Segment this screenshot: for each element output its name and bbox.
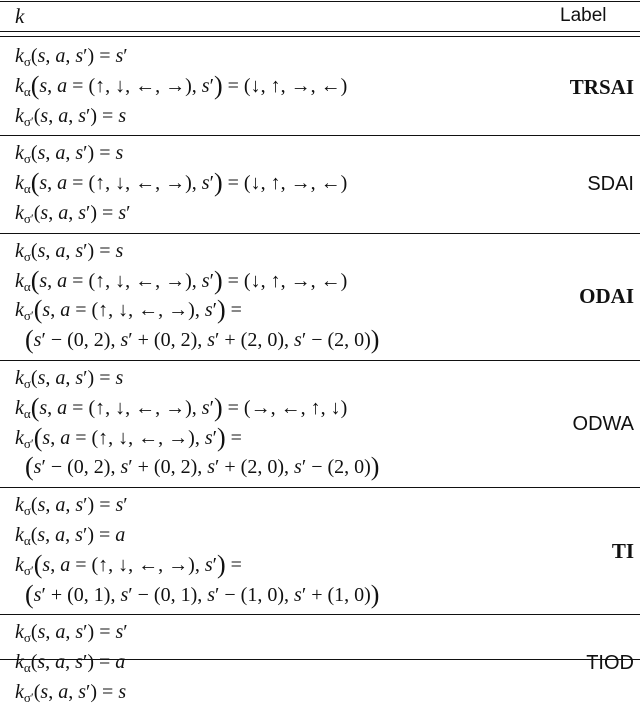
row-2-formula-0: $k_\sigma(s$, a, s′) = s xyxy=(15,239,124,264)
row-4-formula-0: $k_\sigma(s$, a, s′) = s′ xyxy=(15,494,128,519)
row-3-rule xyxy=(0,487,640,488)
row-1-formula-0: $k_\sigma(s$, a, s′) = s xyxy=(15,142,124,167)
row-1-formula-1: $k_\alpha(s$, a = (↑, ↓, ←, →), s′) = (↓, ↑, →, ←) xyxy=(15,168,348,198)
row-2-formula-3: (s′ − (0, 2), s′ + (0, 2), s′ + (2, 0), s′ − (2, 0)) xyxy=(25,325,380,355)
header-rule-1 xyxy=(0,31,640,32)
row-4-label: TI xyxy=(611,538,634,563)
row-2-formula-2: $k_{\sigma'}(s$, a = (↑, ↓, ←, →), s′) = xyxy=(15,295,242,325)
row-4-formula-3: (s′ + (0, 1), s′ − (0, 1), s′ − (1, 0), s′ + (1, 0)) xyxy=(25,579,380,609)
row-0-formula-0: $k_\sigma(s$, a, s′) = s′ xyxy=(15,45,128,69)
row-5-rule xyxy=(0,659,640,660)
row-2-label: ODAI xyxy=(579,284,634,309)
row-3-label: ODWA xyxy=(572,412,634,435)
row-0-rule xyxy=(0,135,640,136)
row-5-label: TIOD xyxy=(586,652,634,675)
row-1-rule xyxy=(0,233,640,234)
row-3-formula-1: $k_\alpha(s$, a = (↑, ↓, ←, →), s′) = (→, ←, ↑, ↓) xyxy=(15,392,348,422)
row-1-label: SDAI xyxy=(587,173,634,196)
header-label: Label xyxy=(560,5,607,26)
row-5-formula-0: $k_\sigma(s$, a, s′) = s′ xyxy=(15,621,128,646)
top-rule xyxy=(0,1,640,2)
row-3-formula-3: (s′ − (0, 2), s′ + (0, 2), s′ + (2, 0), s′ − (2, 0)) xyxy=(25,452,380,482)
row-4-formula-1: $k_\alpha(s$, a, s′) = a xyxy=(15,524,126,548)
row-4-rule xyxy=(0,614,640,615)
row-0-formula-1: $k_\alpha(s$, a = (↑, ↓, ←, →), s′) = (↓, ↑, →, ←) xyxy=(15,70,348,100)
row-2-rule xyxy=(0,360,640,361)
header-k: k xyxy=(15,4,25,28)
row-3-formula-0: $k_\sigma(s$, a, s′) = s xyxy=(15,367,124,391)
row-5-formula-1: $k_\alpha(s$, a, s′) = a xyxy=(15,651,126,676)
header-rule-2 xyxy=(0,36,640,37)
row-4-formula-2: $k_{\sigma'}(s$, a = (↑, ↓, ←, →), s′) = xyxy=(15,549,242,579)
row-0-formula-2: $k_{\sigma'}(s$, a, s′) = s xyxy=(15,104,127,129)
row-5-formula-2: $k_{\sigma'}(s$, a, s′) = s xyxy=(15,681,127,705)
row-0-label: TRSAI xyxy=(569,74,634,99)
row-3-formula-2: $k_{\sigma'}(s$, a = (↑, ↓, ←, →), s′) = xyxy=(15,422,242,452)
row-2-formula-1: $k_\alpha(s$, a = (↑, ↓, ←, →), s′) = (↓, ↑, →, ←) xyxy=(15,265,348,295)
row-1-formula-2: $k_{\sigma'}(s$, a, s′) = s′ xyxy=(15,202,131,226)
